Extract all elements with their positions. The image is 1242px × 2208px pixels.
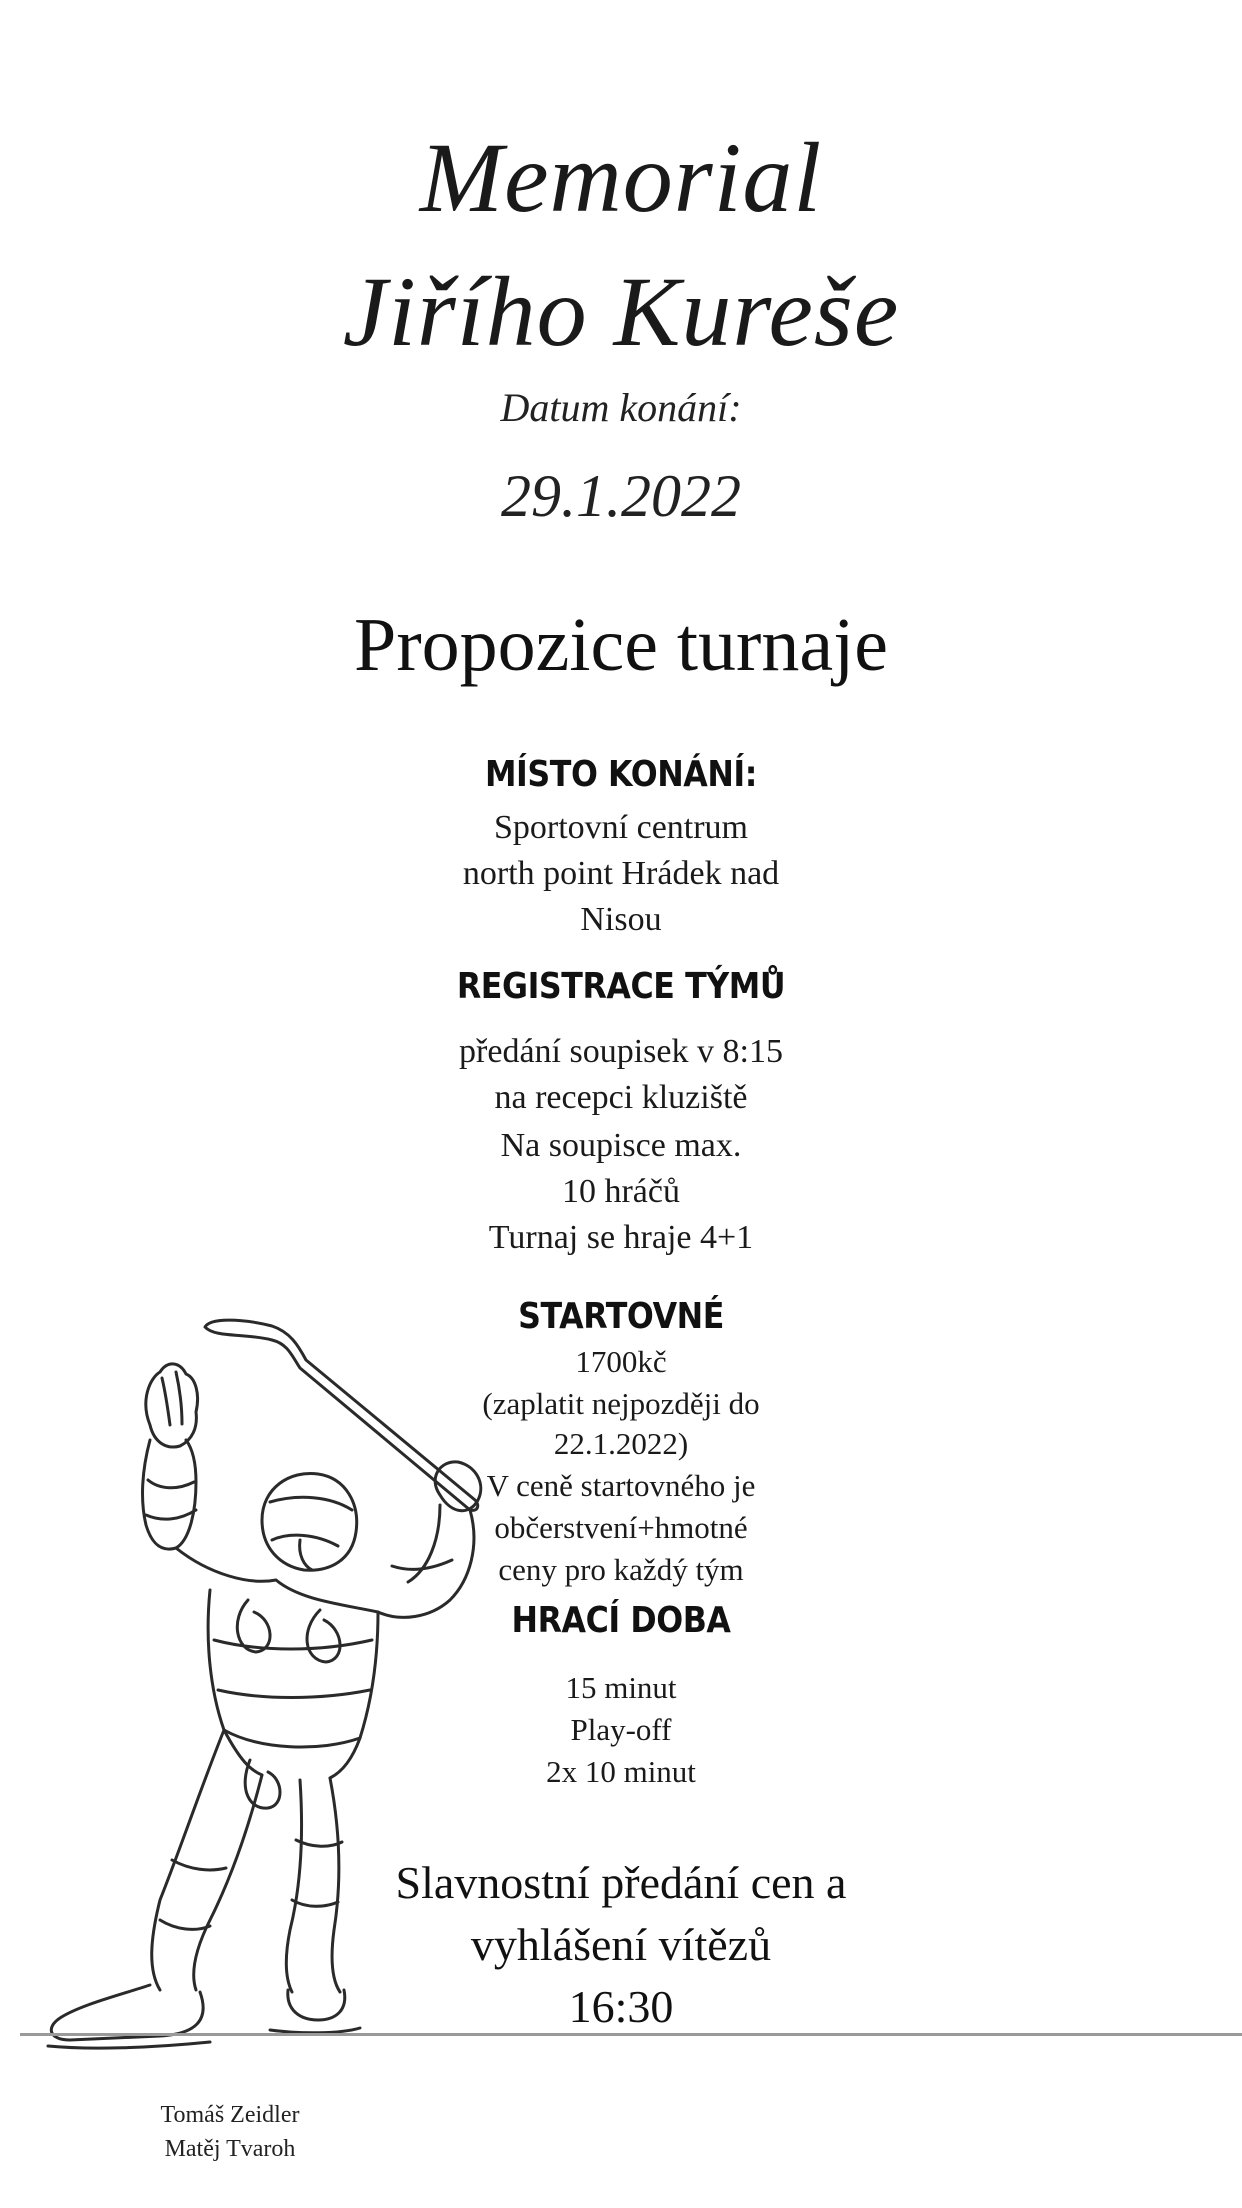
venue-line: north point Hrádek nad xyxy=(462,855,780,892)
venue-title: MÍSTO KONÁNÍ: xyxy=(484,754,758,795)
closing-line: Slavnostní předání cen a xyxy=(395,1857,847,1908)
venue-line: Sportovní centrum xyxy=(493,809,749,846)
credits-line: Matěj Tvaroh xyxy=(164,2136,296,2162)
closing-line: vyhlášení vítězů xyxy=(470,1919,772,1970)
date-value: 29.1.2022 xyxy=(501,463,741,529)
entry-fee-line: 1700kč xyxy=(575,1344,667,1379)
title-line-2: Jiřího Kureše xyxy=(342,256,900,367)
playing-time-line: Play-off xyxy=(570,1712,672,1747)
entry-fee-line: (zaplatit nejpozději do xyxy=(482,1386,760,1421)
playing-time-line: 2x 10 minut xyxy=(546,1754,696,1789)
entry-fee-line: ceny pro každý tým xyxy=(498,1552,744,1587)
registration-title: REGISTRACE TÝMŮ xyxy=(456,966,786,1007)
title-line-1: Memorial xyxy=(419,122,823,233)
registration-line: Turnaj se hraje 4+1 xyxy=(488,1219,754,1256)
date-label: Datum konání: xyxy=(500,385,742,430)
closing-time: 16:30 xyxy=(568,1981,674,2032)
entry-fee-line: 22.1.2022) xyxy=(553,1426,689,1461)
playing-time-line: 15 minut xyxy=(565,1670,677,1705)
entry-fee-line: V ceně startovného je xyxy=(486,1468,756,1503)
credits-line: Tomáš Zeidler xyxy=(160,2102,300,2128)
playing-time-title: HRACÍ DOBA xyxy=(511,1600,731,1641)
registration-line: předání soupisek v 8:15 xyxy=(459,1033,783,1070)
venue-line: Nisou xyxy=(580,901,662,938)
entry-fee-title: STARTOVNÉ xyxy=(518,1296,724,1337)
registration-line: Na soupisce max. xyxy=(500,1127,742,1164)
page-heading: Propozice turnaje xyxy=(354,603,888,687)
ice-line xyxy=(20,2033,1242,2036)
registration-line: 10 hráčů xyxy=(561,1173,680,1210)
registration-line: na recepci kluziště xyxy=(494,1079,748,1116)
entry-fee-line: občerstvení+hmotné xyxy=(494,1510,748,1545)
